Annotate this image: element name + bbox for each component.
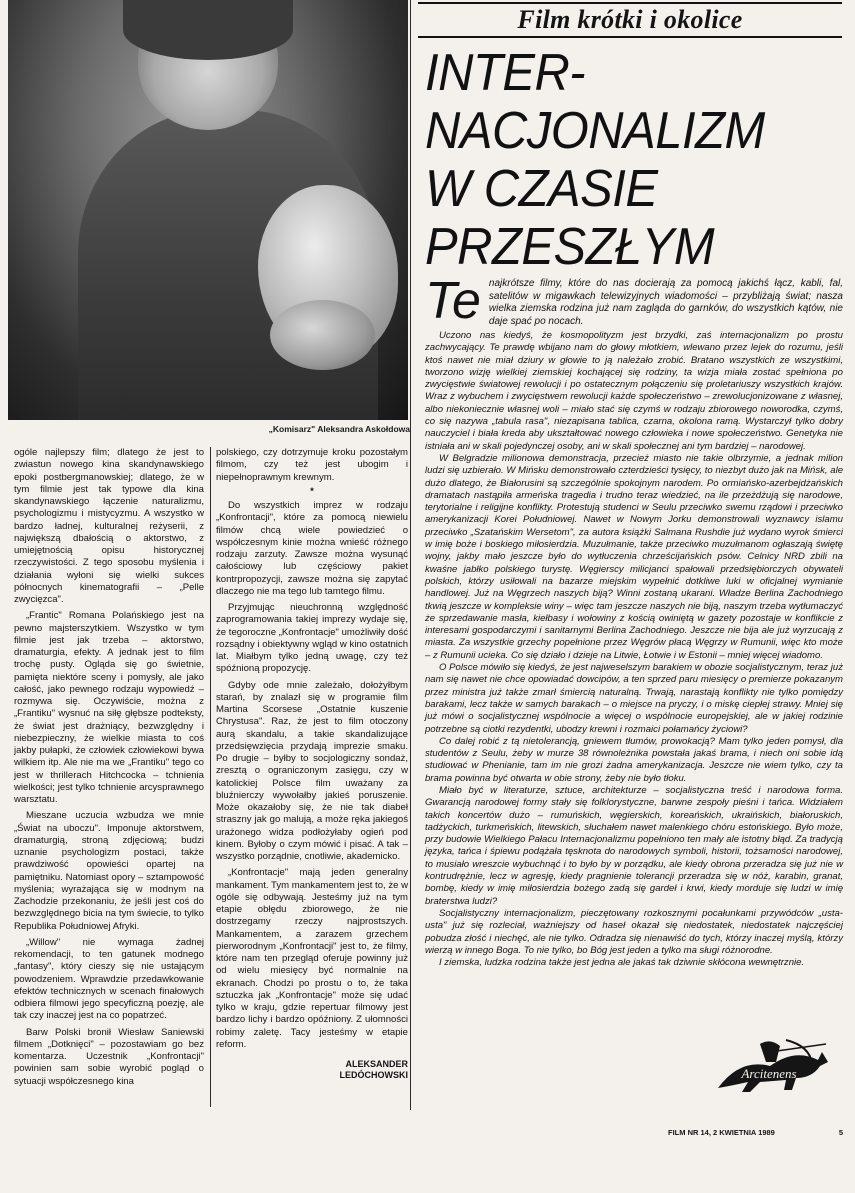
arcitenens-logo <box>700 1038 838 1100</box>
body-paragraph: polskiego, czy dotrzymuje kroku pozostałym filmom, czy też jest ubogim i niepełnoprawnym krewnym. <box>216 447 408 483</box>
body-paragraph: „Konfrontacje" mają jeden generalny mankament. Tym mankamentem jest to, że w ogóle się odbywają. Jesteśmy już na tym etapie obłędu zbiorowego, że nie dostrzegamy rzeczy najprostszych. Mankamentem, a zarazem grzechem pierworodnym „Konfrontacji" jest to, że filmy, które nam ten przegląd oferuje powinny już od wielu miesięcy być normalnie na ekranach. Chodzi po prostu o to, że taka sztuczka jak „Konfrontacje" może się udać tylko w kraju, gdzie repertuar filmowy jest bardzo lichy i bardzo opóźniony. Z ułomności robimy zaletę. Tacy jesteśmy w etapie reform. <box>216 867 408 1050</box>
body-paragraph: „Willow" nie wymaga żadnej rekomendacji, to ten gatunek modnego „fantasy", który cieszy się nie ustającym powodzeniem. Wprawdzie przedawkowanie efektów technicznych w scenach finałowych odbiera filmowi jego specyficzną poezję, ale tak czy inaczej jest na co popatrzeć. <box>14 936 204 1022</box>
issue-info: FILM NR 14, 2 KWIETNIA 1989 <box>668 1128 775 1137</box>
body-paragraph: Przyjmując nieuchronną względność zaprogramowania takiej imprezy wydaje się, że tegoroczne „Konfrontacje" umożliwiły dość rozsądny i obiektywny wgląd w kino ostatnich lat. Miałbym tylko jedną uwagę, czy też spóźnioną propozycję. <box>216 602 408 675</box>
film-still-photo <box>8 0 408 420</box>
author-first-name: ALEKSANDER <box>345 1059 408 1069</box>
body-paragraph: Do wszystkich imprez w rodzaju „Konfrontacji", które za pomocą niewielu filmów chcą wiele powiedzieć o współczesnym kinie można wnieść różnego rodzaju zarzuty. Zawsze można wysunąć całościowy lub częściowy pakiet kontrpropozycji, zawsze można się zapytać dlaczego nie ma tego lub tamtego filmu. <box>216 500 408 597</box>
lead-text: najkrótsze filmy, które do nas docierają za pomocą jakichś łącz, kabli, fal, satelitów w migawkach telewizyjnych wiadomości – przybliżają świat; nasza wielka ziemska rodzina już nam zagląda do garnków, do wszystkich kątów, nie daje spać po nocach. <box>488 278 843 327</box>
lead-dropcap: Te <box>425 272 481 330</box>
headline-line: NACJONALIZM <box>425 102 765 160</box>
author-byline <box>216 1059 408 1081</box>
body-paragraph: ogóle najlepszy film; dlatego że jest to zwiastun nowego kina skandynawskiego epoki postbergmanowskiej; dlatego, że w tym filmie jest tak typowe dla kina skandynawskiego łączenie naturalizmu, psychologizmu i mistycyzmu. A wszystko w bardzo ładnej, kulturalnej reżyserii, z największą dbałością o aktorstwo, z umiejętnością opisu historycznej rzeczywistości. Z tego sposobu myślenia i działania wyłoni się wielki sukces północnych kinematografii – „Pelle zwycięzca". <box>14 447 204 605</box>
page-number: 5 <box>838 1128 843 1137</box>
body-paragraph: O Polsce mówiło się kiedyś, że jest najweselszym barakiem w obozie socjalistycznym, teraz już nam się nawet nie chce opowiadać dowcipów, a ten sprzed paru miesięcy o premierze pokazanym przez ministra już także zmarł śmiercią naturalną. Trwają, narastają konflikty nie tylko pomiędzy barakami, lecz także w samych barakach – o miejsce na pryczy, i o miskę ciepłej strawy. Mniej się już mówi o socjalistycznej wspólnocie a więcej o wspólnocie europejskiej, ale w jakiej rodzinie potrzebne są ciotki rezydentki, ubodzy krewni i rozmaici połamańcy życiowi? <box>425 662 843 735</box>
headline-line: PRZESZŁYM <box>425 218 715 276</box>
article-lead <box>425 272 843 330</box>
section-kicker: Film krótki i okolice <box>418 2 842 38</box>
photo-hair-shape <box>123 0 293 60</box>
photo-caption: „Komisarz" Aleksandra Askołdowa <box>268 424 410 434</box>
photo-bundle-lower-shape <box>270 300 375 370</box>
body-paragraph: Gdyby ode mnie zależało, dołożyłbym starań, by znalazł się w programie film Martina Scorsese „Ostatnie kuszenie Chrystusa". Raz, że jest to film otoczony aurą skandalu, a takie skandalizujące przedsięwzięcia przydają imprezie smaku. Po drugie – byłby to socjologiczny sondaż, zresztą o ograniczonym zasięgu, czy w katolickiej Polsce film uważany za bluźnierczy wywołałby jakieś poruszenie. Może okazałoby się, że nie tak diabeł straszny jak go malują, a może ręka jakiegoś urażonego widza podłożyłaby ogień pod kinem. Byłoby o czym mówić i pisać. A tak – wszystko porządnie, cnotliwie, akademicko. <box>216 679 408 862</box>
column-divider-main <box>410 0 411 1110</box>
column-divider-left <box>210 447 211 1107</box>
body-paragraph: Socjalistyczny internacjonalizm, pieczętowany rozkosznymi pocałunkami przywódców „usta-usta" już się rozleciał, ważniejszy od haseł okazał się niedostatek, niedostatek najczęściej pobudza złość i niechęć, ale nie tylko. Odradza się nienawiść do tych, którzy inaczej myślą, którzy wierzą w innego Boga. To nie tylko, bo Bóg jest jeden a tylko ma sługi różnorodne. <box>425 907 843 956</box>
section-separator-star: * <box>310 485 314 497</box>
body-paragraph: Miało być w literaturze, sztuce, architekturze – socjalistyczna treść i narodowa forma. Gwarancją narodowej formy stały się folklorystyczne, barwne zespoły pieśni i tańca. Widziałem takich koncertów dużo – rumuńskich, węgierskich, koreańskich, ukraińskich, białoruskich, tadżyckich, turkmeńskich, litewskich, słuchałem nawet malenkiego chóru estońskiego. Było może, przy budowie Wielkiego Pałacu Internacjonalizmu popełniono ten mały ale istotny błąd. Za tradycją języka, tańca i śpiewu podążała tęsknota do narodowych symboli, historii, tożsamości narodowej, to musiało wreszcie wybuchnąć i to było by w porządku, ale kiedy obrona przeradza się już nie w kontrudrężnie, lecz w agresję, kiedy pragnienie tolerancji przeradza się w nóż, karabin, granat, bombę, kiedy w imię miłosierdzia bożego zadą się gardeł i krwi, kiedy morduje się ludzi w imię braterstwa ludzi? <box>425 784 843 907</box>
headline-line: INTER- <box>425 44 586 102</box>
author-last-name: LEDÓCHOWSKI <box>339 1070 408 1080</box>
article-body-right <box>425 330 843 969</box>
headline-line: W CZASIE <box>425 160 658 218</box>
body-paragraph: Mieszane uczucia wzbudza we mnie „Świat na uboczu". Imponuje aktorstwem, dramaturgią, stroną zdjęciową; budzi uznanie psychologizm postaci, także prawdziwość opowieści opartej na pamiętniku. Natomiast opory – sztampowość myślenia; wyrażająca się w modnym na Zachodzie przekonaniu, że jeśli jest coś do bezwzględnego bicia na tym świecie, to tylko Republika Południowej Afryki. <box>14 810 204 932</box>
article-column-2 <box>216 447 408 1081</box>
article-column-1 <box>14 447 204 1088</box>
body-paragraph: I ziemska, ludzka rodzina także jest jedna ale jakaś tak dziwnie skłócona wewnętrznie. <box>439 957 805 969</box>
body-paragraph: Uczono nas kiedyś, że kosmopolityzm jest brzydki, zaś internacjonalizm po prostu zachwycający. Te prawdę wbijano nam do głowy młotkiem, wlewano przez lejek do rozumu, jeśli ktoś nawet nie miał dziury w głowie to ją należało zrobić. Bratano wszystkich ze wszystkimi, tworzono wizję wielkiej ziemskiej kochającej się rodziny, ta wizja miała zostać spełniona po zwycięstwie światowej rewolucji i po ostatecznym połączeniu się proletariuszy wszystkich krajów. Wraz z wybuchem i zwycięstwem rewolucji każde społeczeństwo – zrewolucjonizowane z własnej, albo niekoniecznie własnej woli – miało stać się czymś w rodzaju zbiorowego noworodka, czymś, co się nazywa „tabula rasa", niezapisana tablica, czarna, okolona ramą. Wystarczył tylko dobry nauczyciel i biała kreda aby ukształtować nowego człowieka i nowe społeczeństwo. Genetyka nie istniała ani w skali pojedynczej osoby, ani w skali społecznej ani tym bardziej – narodowej. <box>425 330 843 452</box>
logo-text: Arcitenens <box>741 1066 797 1081</box>
page-footer <box>668 1128 843 1137</box>
body-paragraph: Co dalej robić z tą nietolerancją, gniewem tłumów, prowokacją? Mam tylko jeden pomysł, dla studentów z Seulu, żeby w murze 38 równoleżnika powstała jakaś brama, i niech oni sobie idą studiować w Phenianie, tam im nie grozi żadna amerykanizacja. Jeszcze nie wiem tylko, czy ta brama powinna być otwarta w obie strony, żeby nie było tłoku. <box>425 735 843 784</box>
body-paragraph: Barw Polski bronił Wiesław Saniewski filmem „Dotknięci" – pozostawiam go bez komentarza. Uczestnik „Konfrontacji" powinien sam sobie wyrobić pogląd o sytuacji współczesnego kina <box>14 1026 204 1087</box>
article-headline <box>425 44 820 276</box>
body-paragraph: „Frantic" Romana Polańskiego jest na pewno majsterszytkiem. Wszystko w tym filmie jest jak trzeba – aktorstwo, dramaturgia, efekty. A jednak jest to film trochę pusty. Ogląda się go świetnie, pamięta niektóre sceny i pomysły, ale jako całość, jako pewnego rodzaju wypowiedź – rozmywa się. Oczywiście, można z „Frantiku" wysnuć na siłę głębsze podteksty, że świat jest drażniący, bezwzględny i niebezpieczny, że wielkie miasta to coś jakby pułapki, że człowiek człowiekowi bywa wilkiem itp. Ale nie ma we „Frantiku" tego co jest w thrillerach Hitchcocka – tchnienia wielkości; jest tylko tchnienie arcysprawnego warsztatu. <box>14 610 204 805</box>
body-paragraph: W Belgradzie milionowa demonstracja, przecież miasto nie takie olbrzymie, a jednak milion ludzi się uzbierało. W Mińsku demonstrowało czterdzieści tysięcy, to niezbyt dużo jak na Mińsk, ale dużo dlatego, że Białorusini są szczególnie spokojnym narodem. Po ormiańsko-azerbejdżańskich dramatach nastąpiła armeńska tragedia i trudno teraz wiedzieć, na ile przeżdżują się narodowe, terytorialne i religijne konflikty. Protestują studenci w Seulu przeciwko swemu rządowi i przeciwko amerykanizacji Korei Południowej. Nawet w Nowym Jorku demonstrowali wyznawcy islamu przeciwko „Szatańskim Wersetom", za autora książki Salmana Rushdie już wydano wyrok śmierci w imię boże i boskiego miłosierdzia. Muzułmanie, także przeciwko muzułmanom ogłaszają świętę wojny, jakby mało jeszcze było do wytłuczenia chrześcijańskich psów. Celnicy NRD zbili na kwaśne jabłko polskiego turystę. Węgierscy milicjanci spałowali przedsiębiorczych obywateli polskich, którzy usiłowali na bazarze miejskim wypełnić dotkliwe luki w oficjalnej wymianie handlowej. Już na Węgrzech naszych biją? Winni zostaną ukarani. Władze Berlina Zachodniego tkwią jeszcze w kompleksie winy – więc tam jeszcze naszych nie biją, naszym trzeba wytłumaczyć że sprzedawanie masła, kiełbasy i wołowiny z kością owiniętą w gazety pozostaje w konflikcie z interesami gospodarczymi i sanitarnymi Berlina Zachodniego. Jeszcze nie bija ale już wyrzucają z miasta. Za wszystkie grzechy popełnione przez Węgrów płacą Węgrzy w Rumunii, więc kto może – z Rumunii ucieka. Co się działo i dzieje na Litwie, Łotwie i w Estonii – mniej więcej wiadomo. <box>425 452 843 661</box>
